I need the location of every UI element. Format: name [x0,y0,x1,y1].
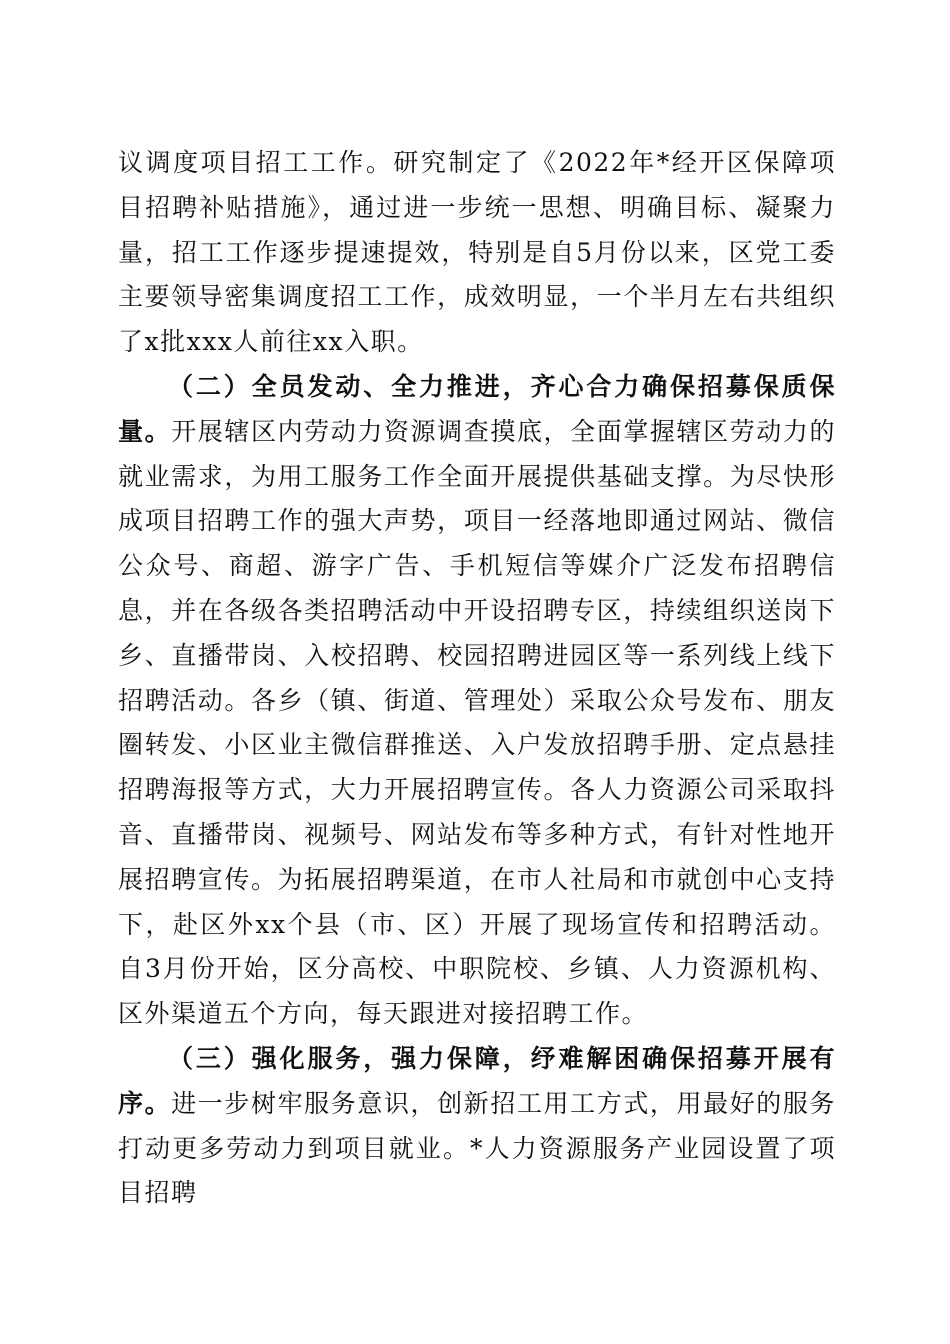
paragraph-3-text: 进一步树牢服务意识，创新招工用工方式，用最好的服务打动更多劳动力到项目就业。*人力资源服务产业园设置了项目招聘 [118,1088,836,1208]
paragraph-1-text: 议调度项目招工工作。研究制定了《2022年*经开区保障项目招聘补贴措施》，通过进一步统一思想、明确目标、凝聚力量，招工工作逐步提速提效，特别是自5月份以来，区党工委主要领导密集调度招工工作，成效明显，一个半月左右共组织了x批xxx人前往xx入职。 [118,148,836,357]
paragraph-3 [118,1037,836,1216]
paragraph-1 [118,141,836,365]
paragraph-2 [118,365,836,1037]
section-3-heading: （三）强化服务，强力保障，纾难解困确保招募开展有序。 [118,1043,836,1118]
document-page [118,141,836,1216]
section-2-heading: （二）全员发动、全力推进，齐心合力确保招募保质保量。 [118,371,836,446]
paragraph-2-text: 开展辖区内劳动力资源调查摸底，全面掌握辖区劳动力的就业需求，为用工服务工作全面开展提供基础支撑。为尽快形成项目招聘工作的强大声势，项目一经落地即通过网站、微信公众号、商超、游字广告、手机短信等媒介广泛发布招聘信息，并在各级各类招聘活动中开设招聘专区，持续组织送岗下乡、直播带岗、入校招聘、校园招聘进园区等一系列线上线下招聘活动。各乡（镇、街道、管理处）采取公众号发布、朋友圈转发、小区业主微信群推送、入户发放招聘手册、定点悬挂招聘海报等方式，大力开展招聘宣传。各人力资源公司采取抖音、直播带岗、视频号、网站发布等多种方式，有针对性地开展招聘宣传。为拓展招聘渠道，在市人社局和市就创中心支持下，赴区外xx个县（市、区）开展了现场宣传和招聘活动。自3月份开始，区分高校、中职院校、乡镇、人力资源机构、区外渠道五个方向，每天跟进对接招聘工作。 [118,416,836,1029]
